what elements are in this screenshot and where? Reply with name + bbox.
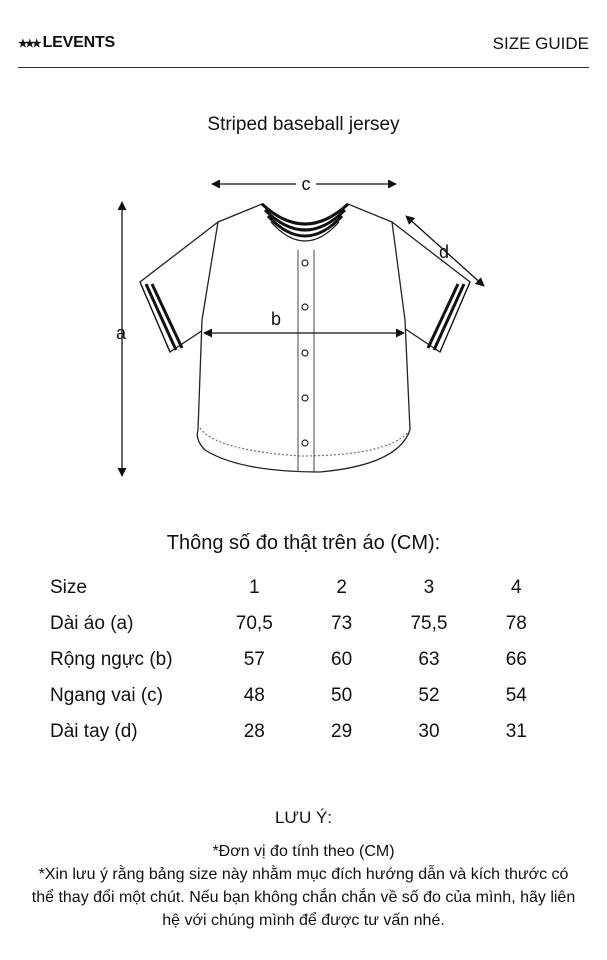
stars-icon: ★★★	[18, 37, 39, 50]
note-line-2: *Xin lưu ý rằng bảng size này nhằm mục đích hướng dẫn và kích thước có thể thay đổi một chút. Nếu bạn không chắn chắn về số đo của mình, hãy liên hệ với chúng mình để được tư vấn nhé.	[31, 866, 576, 929]
size-guide-label: SIZE GUIDE	[492, 34, 589, 53]
row-label: Rộng ngực (b)	[50, 649, 173, 670]
cell: 50	[331, 685, 353, 706]
row-label: Dài tay (d)	[50, 721, 138, 742]
cell: 29	[331, 721, 353, 742]
cell: 73	[331, 613, 353, 634]
label-c: c	[301, 174, 311, 194]
cell: 52	[418, 685, 440, 706]
product-title: Striped baseball jersey	[207, 114, 400, 135]
table-row	[50, 714, 560, 750]
spec-title: Thông số đo thật trên áo (CM):	[166, 532, 441, 554]
size-col: 4	[511, 577, 522, 598]
note-text	[30, 840, 577, 932]
size-col: 1	[249, 577, 260, 598]
jersey-outline	[140, 204, 470, 472]
note-title: LƯU Ý:	[274, 808, 333, 827]
label-b: b	[270, 309, 282, 329]
header	[18, 34, 589, 58]
cell: 66	[505, 649, 527, 670]
table-header-row	[50, 570, 560, 606]
table-row	[50, 642, 560, 678]
label-a: a	[115, 323, 127, 343]
row-label: Dài áo (a)	[50, 613, 134, 634]
brand-logo[interactable]	[18, 34, 115, 52]
cell: 70,5	[235, 613, 273, 634]
size-table	[50, 570, 560, 750]
jersey-diagram	[0, 160, 607, 490]
row-label: Ngang vai (c)	[50, 685, 163, 706]
header-divider	[18, 67, 589, 68]
cell: 31	[505, 721, 527, 742]
note-line-1: *Đơn vị đo tính theo (CM)	[212, 843, 395, 860]
cell: 75,5	[410, 613, 448, 634]
cell: 63	[418, 649, 440, 670]
cell: 78	[505, 613, 527, 634]
brand-name: LEVENTS	[42, 34, 115, 51]
label-d: d	[438, 242, 450, 262]
cell: 28	[243, 721, 265, 742]
cell: 48	[243, 685, 265, 706]
table-row	[50, 606, 560, 642]
table-row	[50, 678, 560, 714]
row-label: Size	[50, 577, 87, 598]
cell: 60	[331, 649, 353, 670]
size-col: 3	[423, 577, 435, 598]
cell: 57	[243, 649, 265, 670]
cell: 54	[505, 685, 527, 706]
cell: 30	[418, 721, 440, 742]
size-col: 2	[336, 577, 347, 598]
